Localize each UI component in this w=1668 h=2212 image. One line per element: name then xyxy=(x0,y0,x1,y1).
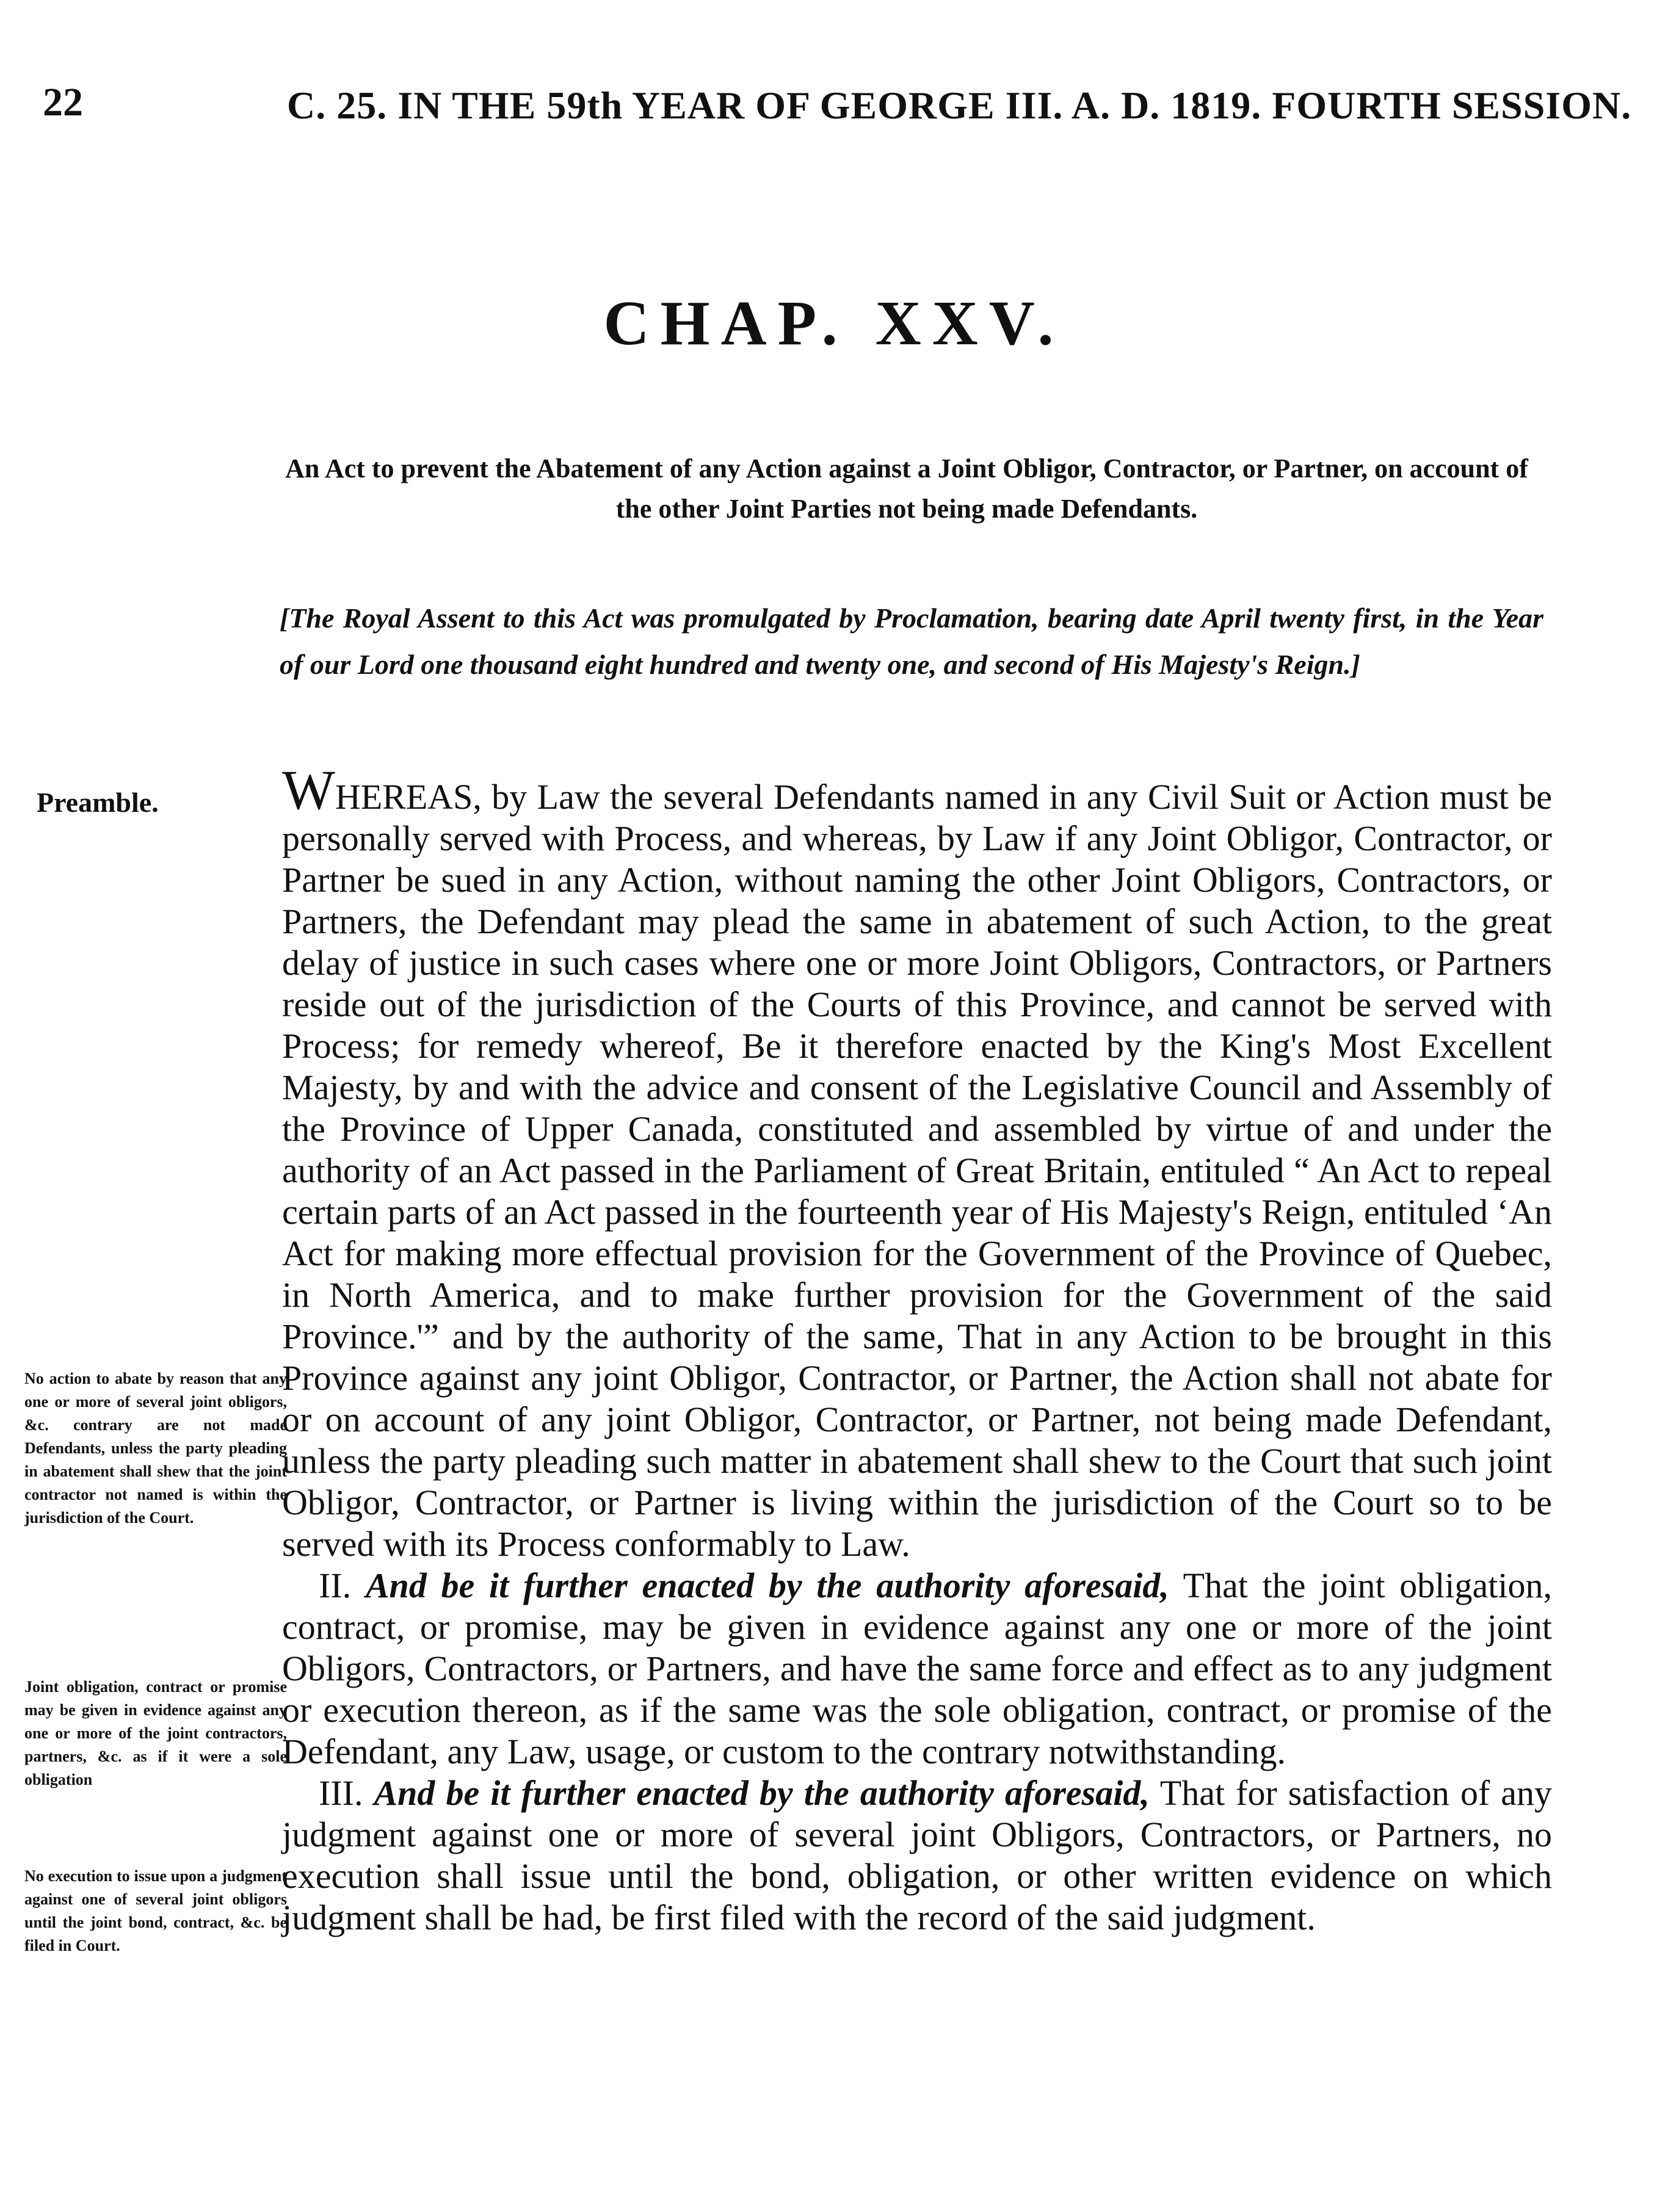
preamble-text: HEREAS, by Law the several Defendants named in any Civil Suit or Action must be personally served with Process, and whereas, by Law if any Joint Obligor, Contractor, or Partner be sued in any Action, without naming the other Joint Obligors, Contractors, or Partners, the Defendant may plead the same in abatement of such Action, to the great delay of justice in such cases where one or more Joint Obligors, Contractors, or Partners reside out of the jurisdiction of the Courts of this Province, and cannot be served with Process; for remedy whereof, Be it therefore enacted by the King's Most Excellent Majesty, by and with the advice and consent of the Legislative Council and Assembly of the Province of Upper Canada, constituted and assembled by virtue of and under the authority of an Act passed in the Parliament of Great Britain, entituled “ An Act to repeal certain parts of an Act passed in the fourteenth year of His Majesty's Reign, entituled ‘An Act for making more effectual provision for the Government of the Province of Quebec, in North America, and to make further provision for the Government of the said Province.'” and by the authority of the same, That in any Action to be brought in this Province against any joint Obligor, Contractor, or Partner, the Action shall not abate for or on account of any joint Obligor, Contractor, or Partner, not being made Defendant, unless the party pleading such matter in abatement shall shew to the Court that such joint Obligor, Contractor, or Partner is living within the jurisdiction of the Court so to be served with its Process conformably to Law. xyxy=(282,777,1552,1564)
act-title: An Act to prevent the Abatement of any Action against a Joint Obligor, Contractor, or Partner, on account of the other Joint Parties not being made Defendants. xyxy=(285,454,1528,524)
margin-note-no-abatement: No action to abate by reason that any one or more of several joint obligors, &c. contrary are not made Defendants, unless the party pleading in abatement shall shew that the joint contractor not named is within the jurisdiction of the Court. xyxy=(24,1370,287,1527)
section-2-number: II. xyxy=(319,1566,352,1605)
section-3-number: III. xyxy=(319,1773,363,1813)
running-header-title: C. 25. IN THE 59th YEAR OF GEORGE III. A. D. 1819. FOURTH SESSION. xyxy=(287,84,1632,127)
section-2-paragraph xyxy=(282,1565,1552,1773)
act-body xyxy=(282,759,1553,1939)
section-2-enacting-clause: And be it further enacted by the authority aforesaid, xyxy=(365,1566,1169,1605)
margin-note-no-execution: No execution to issue upon a judgment against one of several joint obligors until the joint bond, contract, &c. be filed in Court. xyxy=(24,1867,287,1954)
drop-cap: W xyxy=(282,759,335,821)
margin-note-joint-obligation: Joint obligation, contract or promise may be given in evidence against any one or more of the joint contractors, partners, &c. as if it were a sole obligation xyxy=(24,1678,287,1788)
section-2-text: That the joint obligation, contract, or promise, may be given in evidence against any one or more of the joint Obligors, Contractors, or Partners, and have the same force and effect as to any judgment or execution thereon, as if the same was the sole obligation, contract, or promise of the Defendant, any Law, usage, or custom to the contrary notwithstanding. xyxy=(282,1566,1553,1771)
margin-note-preamble: Preamble. xyxy=(37,787,159,818)
preamble-paragraph xyxy=(282,759,1552,1565)
section-3-paragraph xyxy=(282,1773,1552,1939)
running-header xyxy=(43,79,1632,146)
section-3-text: That for satisfaction of any judgment against one or more of several joint Obligors, Contractors, or Partners, no execution shall issue until the bond, obligation, or other written evidence on which judgment shall be had, be first filed with the record of the said judgment. xyxy=(282,1773,1553,1937)
chapter-title: CHAP. XXV. xyxy=(603,288,1065,358)
section-3-enacting-clause: And be it further enacted by the authority aforesaid, xyxy=(374,1773,1150,1813)
royal-assent-note: [The Royal Assent to this Act was promulgated by Proclamation, bearing date April twenty first, in the Year of our Lord one thousand eight hundred and twenty one, and second of His Majesty's Reign.] xyxy=(280,602,1543,680)
page-number: 22 xyxy=(43,80,83,125)
